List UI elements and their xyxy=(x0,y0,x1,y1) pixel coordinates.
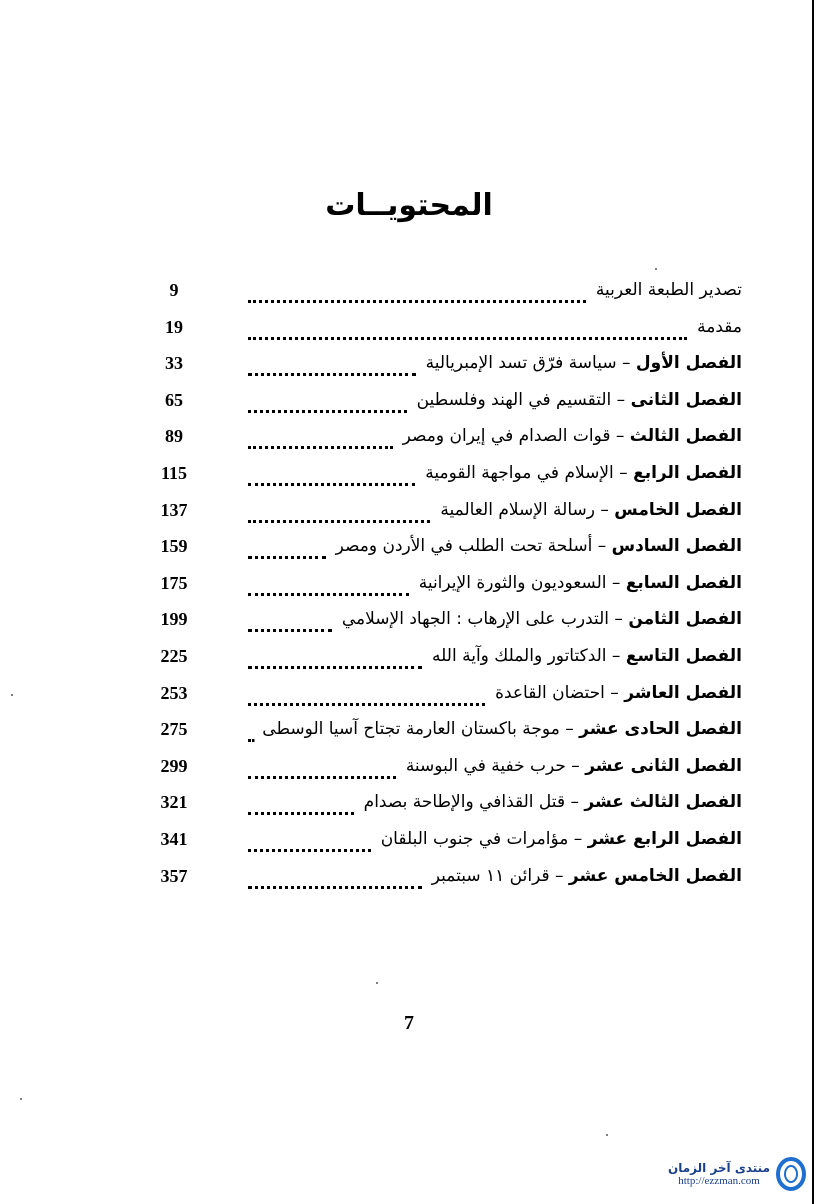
toc-dash: – xyxy=(610,426,630,447)
toc-page-number: 275 xyxy=(160,719,188,740)
toc-row xyxy=(150,644,742,681)
toc-chapter-title: الإسلام في مواجهة القومية xyxy=(425,462,614,483)
toc-dash: – xyxy=(616,353,636,374)
toc-row xyxy=(150,864,742,901)
toc-entry-label xyxy=(364,792,742,812)
toc-row xyxy=(150,717,742,754)
toc-chapter-prefix: الفصل الثالث عشر xyxy=(584,792,742,813)
forum-watermark xyxy=(668,1154,806,1194)
toc-dot-leader xyxy=(248,546,326,559)
toc-chapter-title: حرب خفية في البوسنة xyxy=(405,755,566,776)
toc-dot-leader xyxy=(248,729,252,742)
toc-dash: – xyxy=(609,609,629,630)
toc-chapter-title: تصدير الطبعة العربية xyxy=(595,280,742,300)
toc-page-number: 137 xyxy=(160,499,188,520)
watermark-text xyxy=(668,1161,770,1187)
toc-entry-label xyxy=(495,683,742,703)
toc-dash: – xyxy=(568,828,588,849)
toc-dot-leader xyxy=(248,327,687,340)
toc-page-number: 175 xyxy=(160,572,188,593)
toc-entry-label xyxy=(262,719,742,739)
toc-chapter-title: سياسة فرّق تسد الإمبريالية xyxy=(425,353,617,374)
toc-chapter-prefix: الفصل الخامس xyxy=(614,499,742,520)
toc-chapter-prefix: الفصل الرابع عشر xyxy=(587,828,742,849)
toc-chapter-title: التقسيم في الهند وفلسطين xyxy=(416,389,612,410)
toc-dash: – xyxy=(549,865,569,886)
toc-chapter-prefix: الفصل الخامس عشر xyxy=(568,865,742,886)
toc-chapter-title: أسلحة تحت الطلب في الأردن ومصر xyxy=(335,536,593,557)
watermark-url: http://ezzman.com xyxy=(678,1175,760,1187)
toc-page-number: 89 xyxy=(165,426,183,447)
toc-chapter-title: السعوديون والثورة الإيرانية xyxy=(418,572,607,593)
toc-row xyxy=(150,681,742,718)
toc-chapter-prefix: الفصل الثامن xyxy=(628,609,742,630)
toc-chapter-prefix: الفصل الرابع xyxy=(633,462,742,483)
toc-chapter-prefix: الفصل الثانى عشر xyxy=(585,755,742,776)
page-number: 7 xyxy=(404,1012,414,1034)
table-of-contents xyxy=(150,278,742,900)
toc-chapter-title: قرائن ١١ سبتمبر xyxy=(431,865,550,886)
toc-row xyxy=(150,351,742,388)
toc-page-number: 357 xyxy=(160,865,188,886)
toc-page-number: 341 xyxy=(160,828,188,849)
toc-dot-leader xyxy=(248,766,396,779)
page-title: المحتويــات xyxy=(325,188,493,223)
toc-chapter-prefix: الفصل الثانى xyxy=(630,389,742,410)
toc-dot-leader xyxy=(248,876,422,889)
toc-dash: – xyxy=(611,389,631,410)
toc-chapter-prefix: الفصل العاشر xyxy=(624,682,742,703)
toc-chapter-prefix: الفصل السادس xyxy=(611,536,742,557)
shield-logo-icon xyxy=(776,1157,806,1191)
toc-entry-label xyxy=(403,426,742,446)
toc-dash: – xyxy=(606,572,626,593)
toc-page-number: 19 xyxy=(165,316,183,337)
toc-row xyxy=(150,790,742,827)
toc-page-number: 115 xyxy=(160,462,187,483)
toc-chapter-prefix: الفصل التاسع xyxy=(625,645,742,666)
toc-dot-leader xyxy=(248,290,586,303)
toc-entry-label xyxy=(432,866,742,886)
toc-dot-leader xyxy=(248,656,422,669)
toc-chapter-prefix: الفصل الأول xyxy=(635,353,742,374)
toc-dash: – xyxy=(604,682,625,703)
toc-chapter-title: احتضان القاعدة xyxy=(495,682,605,703)
toc-entry-label xyxy=(381,829,742,849)
toc-entry-label xyxy=(425,463,742,483)
toc-dot-leader xyxy=(248,839,371,852)
toc-chapter-prefix: الفصل الحادى عشر xyxy=(579,719,742,740)
toc-row xyxy=(150,461,742,498)
toc-row xyxy=(150,827,742,864)
toc-row xyxy=(150,498,742,535)
toc-chapter-title: الدكتاتور والملك وآية الله xyxy=(432,645,607,666)
scan-speck xyxy=(606,1134,608,1136)
toc-page-number: 225 xyxy=(160,645,188,666)
toc-dash: – xyxy=(565,755,586,776)
toc-chapter-title: قوات الصدام في إيران ومصر xyxy=(402,426,611,447)
toc-dash: – xyxy=(613,462,634,483)
toc-page-number: 65 xyxy=(165,389,183,410)
toc-chapter-prefix: الفصل السابع xyxy=(625,572,742,593)
toc-dash: – xyxy=(565,792,585,813)
toc-entry-label xyxy=(596,280,742,300)
toc-dot-leader xyxy=(248,693,485,706)
toc-entry-label xyxy=(417,390,742,410)
scan-speck xyxy=(20,1098,22,1100)
toc-chapter-title: التدرب على الإرهاب : الجهاد الإسلامي xyxy=(341,609,610,630)
toc-dot-leader xyxy=(248,363,416,376)
toc-entry-label xyxy=(406,756,742,776)
toc-dash: – xyxy=(594,499,615,520)
scan-speck xyxy=(655,268,657,270)
toc-page-number: 9 xyxy=(169,280,179,300)
toc-dash: – xyxy=(606,645,626,666)
toc-chapter-title: موجة باكستان العارمة تجتاح آسيا الوسطى xyxy=(262,719,560,740)
toc-page-number: 199 xyxy=(160,609,188,630)
toc-page-number: 321 xyxy=(160,792,188,813)
toc-entry-label xyxy=(426,353,742,373)
toc-page-number: 253 xyxy=(160,682,188,703)
toc-chapter-title: رسالة الإسلام العالمية xyxy=(440,499,595,520)
toc-row xyxy=(150,571,742,608)
watermark-name: منتدى آخر الزمان xyxy=(668,1161,770,1175)
scan-speck xyxy=(376,982,378,984)
toc-row xyxy=(150,315,742,352)
toc-dot-leader xyxy=(248,802,354,815)
toc-page-number: 159 xyxy=(160,536,188,557)
toc-row xyxy=(150,388,742,425)
toc-entry-label xyxy=(419,573,742,593)
toc-page-number: 33 xyxy=(165,353,183,374)
toc-row xyxy=(150,754,742,791)
toc-dot-leader xyxy=(248,619,332,632)
toc-row xyxy=(150,534,742,571)
toc-chapter-title: مؤامرات في جنوب البلقان xyxy=(380,828,569,849)
toc-dot-leader xyxy=(248,510,430,523)
toc-chapter-title: قتل القذافي والإطاحة بصدام xyxy=(363,792,566,813)
toc-dot-leader xyxy=(248,583,409,596)
toc-entry-label xyxy=(440,500,742,520)
toc-dash: – xyxy=(592,536,612,557)
toc-page-number: 299 xyxy=(160,755,188,776)
toc-entry-label xyxy=(336,536,742,556)
toc-chapter-title: مقدمة xyxy=(697,316,742,337)
toc-row xyxy=(150,607,742,644)
toc-entry-label xyxy=(697,317,742,337)
scan-speck xyxy=(11,694,13,696)
toc-dot-leader xyxy=(248,473,415,486)
toc-dash: – xyxy=(559,719,580,740)
toc-entry-label xyxy=(432,646,742,666)
toc-row xyxy=(150,278,742,315)
toc-dot-leader xyxy=(248,400,407,413)
toc-entry-label xyxy=(342,609,742,629)
toc-dot-leader xyxy=(248,436,393,449)
toc-chapter-prefix: الفصل الثالث xyxy=(629,426,742,447)
toc-row xyxy=(150,424,742,461)
